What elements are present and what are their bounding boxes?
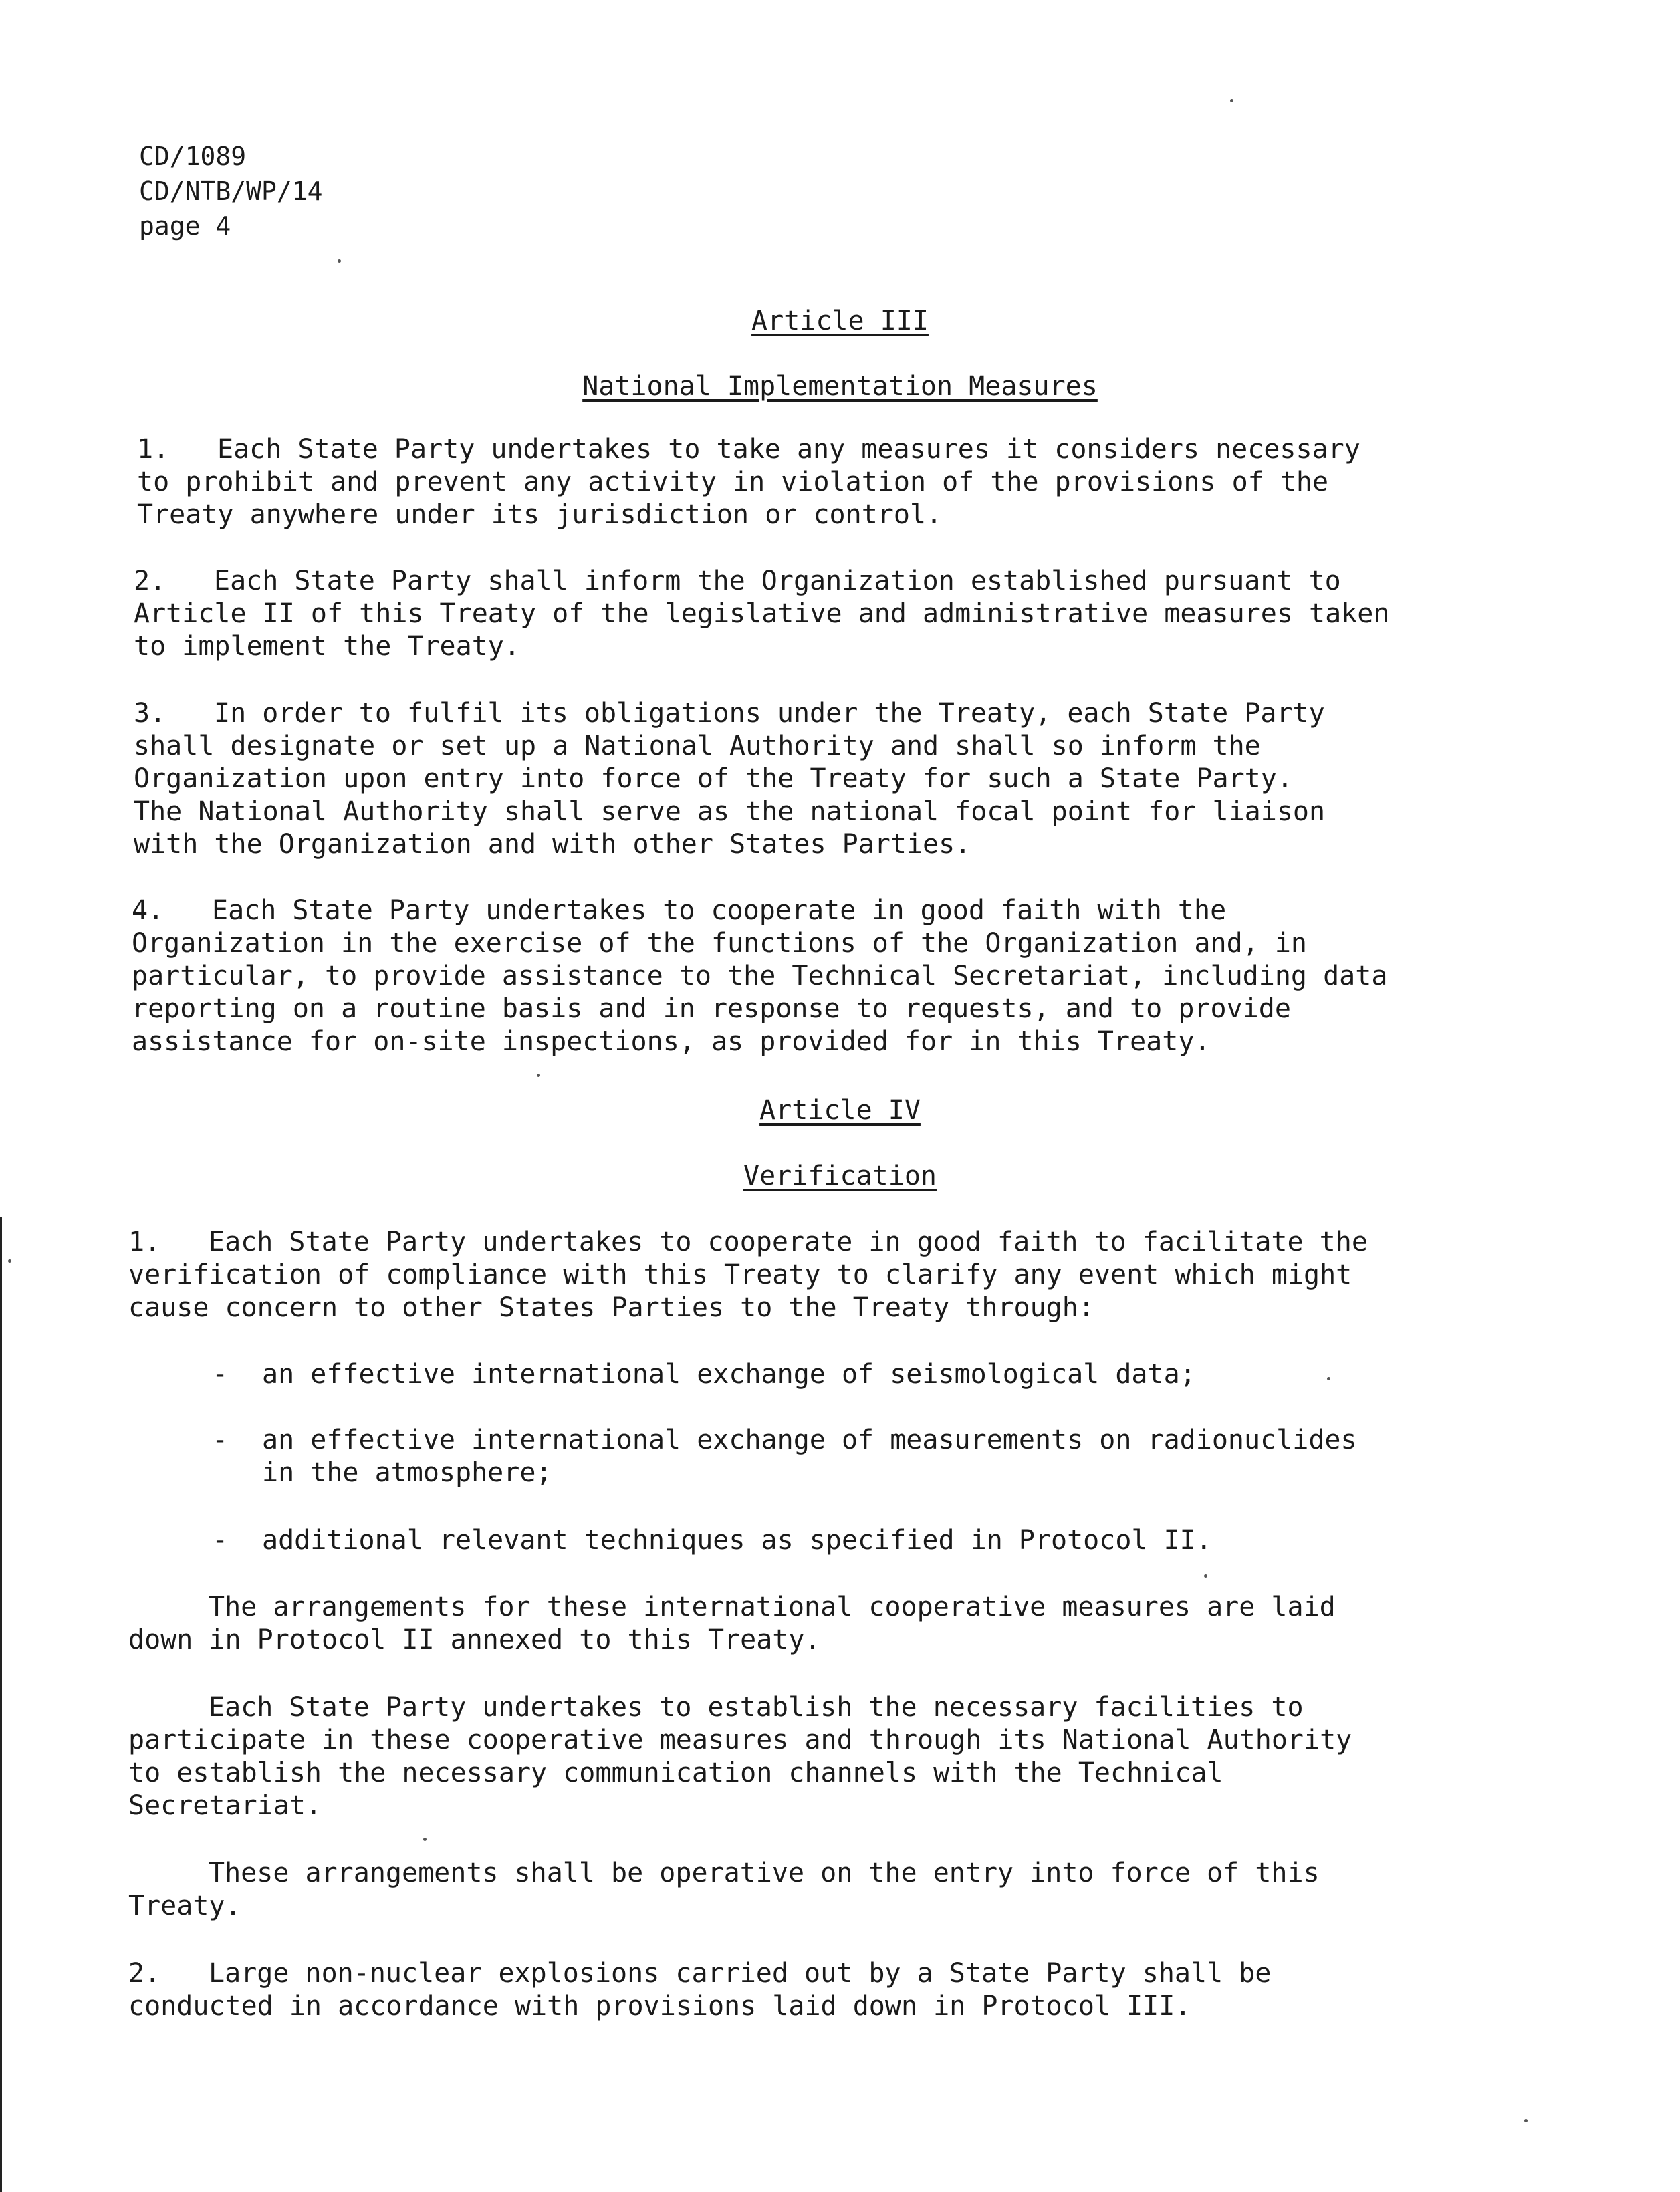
paragraph-line: Treaty. [128, 1891, 241, 1921]
paragraph-line: Organization upon entry into force of the Treaty for such a State Party. [134, 763, 1293, 794]
paragraph-line: down in Protocol II annexed to this Treaty. [128, 1624, 821, 1655]
paragraph-number: 2. [134, 566, 166, 596]
paragraph-line: Large non-nuclear explosions carried out by a State Party shall be [209, 1958, 1272, 1989]
article-3-subtitle: National Implementation Measures [582, 371, 1098, 402]
article-4-facilities-paragraph [128, 1691, 1352, 1822]
article-3-title: Article III [751, 306, 929, 336]
article-4-paragraph-1 [128, 1226, 1368, 1324]
paragraph-line: Each State Party undertakes to cooperate in good faith to facilitate the [209, 1227, 1368, 1257]
paragraph-line: The National Authority shall serve as the national focal point for liaison [134, 796, 1326, 827]
paragraph-line: Treaty anywhere under its jurisdiction or control. [137, 499, 943, 530]
bullet-dash: - [212, 1425, 229, 1455]
scan-speck [8, 1259, 11, 1263]
paragraph-number: 4. [132, 895, 164, 926]
bullet-line: additional relevant techniques as specified in Protocol II. [262, 1525, 1212, 1556]
scan-speck [423, 1838, 427, 1841]
paragraph-number: 1. [128, 1227, 161, 1257]
scan-edge-line [0, 1217, 2, 2192]
paragraph-line: Each State Party undertakes to take any measures it considers necessary [217, 434, 1360, 465]
doc-ref-symbol: CD/1089 [139, 142, 247, 171]
article-3-paragraph-2 [134, 565, 1389, 663]
paragraph-line: The arrangements for these international cooperative measures are laid [209, 1592, 1336, 1622]
bullet-dash: - [212, 1359, 229, 1390]
bullet-item-additional-techniques [212, 1524, 1212, 1557]
scan-speck [338, 259, 341, 263]
paragraph-line: Each State Party shall inform the Organization established pursuant to [214, 566, 1341, 596]
paragraph-line: reporting on a routine basis and in response to requests, and to provide [132, 993, 1291, 1024]
article-4-arrangements-paragraph [128, 1591, 1336, 1657]
scan-speck [537, 1074, 540, 1077]
bullet-line: in the atmosphere; [262, 1457, 552, 1488]
paragraph-line: Each State Party undertakes to cooperate in good faith with the [212, 895, 1227, 926]
article-3-paragraph-4 [132, 894, 1387, 1058]
paragraph-line: particular, to provide assistance to the Technical Secretariat, including data [132, 961, 1388, 991]
article-4-paragraph-2 [128, 1957, 1271, 2023]
bullet-item-radionuclides [212, 1424, 1357, 1489]
bullet-line: an effective international exchange of seismological data; [262, 1359, 1196, 1390]
paragraph-line: to implement the Treaty. [134, 631, 520, 662]
scan-speck [1327, 1377, 1330, 1380]
paragraph-line: assistance for on-site inspections, as provided for in this Treaty. [132, 1026, 1211, 1057]
paragraph-number: 2. [128, 1958, 161, 1989]
article-3-paragraph-3 [134, 697, 1325, 861]
paragraph-number: 1. [137, 434, 170, 465]
document-reference [139, 139, 323, 243]
page-number: page 4 [139, 211, 231, 241]
paragraph-line: verification of compliance with this Treaty to clarify any event which might [128, 1259, 1352, 1290]
article-4-subtitle: Verification [743, 1161, 937, 1191]
paragraph-line: to prohibit and prevent any activity in violation of the provisions of the [137, 467, 1329, 497]
scan-speck [1204, 1574, 1207, 1578]
article-4-operative-paragraph [128, 1857, 1320, 1923]
scan-speck [1230, 99, 1233, 102]
paragraph-line: Secretariat. [128, 1790, 322, 1821]
paragraph-line: with the Organization and with other States Parties. [134, 829, 971, 860]
paragraph-line: Article II of this Treaty of the legislative and administrative measures taken [134, 598, 1390, 629]
paragraph-line: conducted in accordance with provisions laid down in Protocol III. [128, 1991, 1191, 2022]
scan-speck [1524, 2119, 1528, 2122]
bullet-dash: - [212, 1525, 229, 1556]
paragraph-line: to establish the necessary communication channels with the Technical [128, 1757, 1223, 1788]
paragraph-line: In order to fulfil its obligations under the Treaty, each State Party [214, 698, 1325, 729]
article-4-title: Article IV [759, 1095, 921, 1126]
doc-ref-working-paper: CD/NTB/WP/14 [139, 176, 323, 206]
paragraph-line: Each State Party undertakes to establish the necessary facilities to [209, 1692, 1304, 1723]
paragraph-line: cause concern to other States Parties to the Treaty through: [128, 1292, 1094, 1323]
bullet-item-seismological [212, 1358, 1196, 1391]
paragraph-line: shall designate or set up a National Authority and shall so inform the [134, 731, 1261, 761]
paragraph-line: Organization in the exercise of the functions of the Organization and, in [132, 928, 1307, 959]
bullet-line: an effective international exchange of measurements on radionuclides [262, 1425, 1357, 1455]
paragraph-line: participate in these cooperative measures and through its National Authority [128, 1725, 1352, 1755]
article-3-paragraph-1 [137, 433, 1360, 531]
paragraph-number: 3. [134, 698, 166, 729]
paragraph-line: These arrangements shall be operative on the entry into force of this [209, 1858, 1320, 1889]
